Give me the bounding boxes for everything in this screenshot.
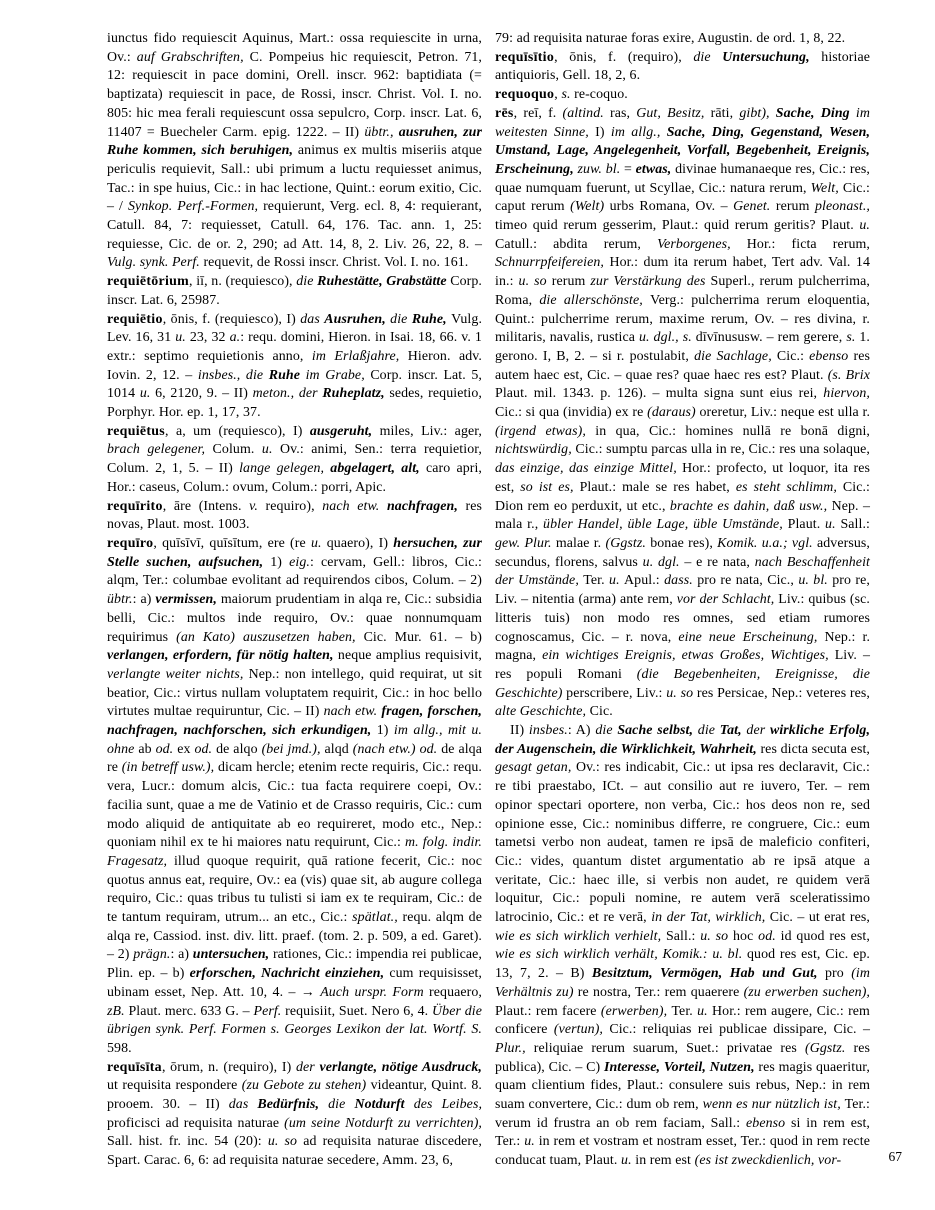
text-segment: alqd (324, 741, 353, 757)
text-segment: Plaut.: male se res habet, (579, 479, 736, 495)
text-segment: Ruhe, (411, 311, 452, 327)
text-segment: Ter.: verum id frustra an ob rem faciam, Sall.: (495, 1097, 871, 1131)
text-segment: spätlat., (352, 910, 403, 926)
text-segment: der (746, 723, 770, 739)
text-segment: (die Begebenheiten, Ereignisse, die Geschichte) (495, 666, 870, 701)
text-segment: Untersuchung, (722, 49, 822, 65)
text-segment: Genet. (733, 199, 776, 215)
text-segment: im allg., (610, 124, 667, 140)
text-segment: adversus, secundus, florens, salvus (495, 535, 870, 570)
text-segment: : requ. domini, Hieron. in Isai. 18, 66. v. 1 extr.: septimo requietionis anno, (107, 330, 482, 364)
text-segment: pro re nata, Cic., (697, 573, 799, 589)
text-segment: Verborgenes, (657, 236, 747, 252)
text-segment: Cic. Mur. 61. – b) (363, 629, 482, 645)
text-segment: das (228, 1097, 258, 1113)
text-segment: od. (758, 928, 781, 944)
text-segment: insbes. (528, 723, 568, 739)
text-segment: u. dgl., s. (638, 330, 696, 346)
text-segment: u. bl. (798, 573, 833, 589)
text-segment: Verg.: pulcherrima rerum eloquentia, Quint.: pulcherrime rerum, maxime rerum, Ov. – res divina, r. militaris, navalis, rustica (495, 292, 870, 346)
text-segment: (an Kato) auszusetzen haben, (176, 629, 364, 645)
text-segment: 79: ad requisita naturae foras exire, Augustin. de ord. 1, 8, 22. (495, 31, 846, 46)
text-segment: zur Verstärkung des (590, 274, 711, 290)
entry-requietio (107, 311, 482, 423)
text-segment: re-coquo. (574, 87, 628, 103)
text-segment: wie es sich wirklich verhielt, (495, 928, 666, 944)
text-segment: m. folg. indir. Fragesatz, (107, 835, 482, 869)
text-segment: requierunt, Verg. ecl. 8, 4: requierant, Catull. 84, 7: requiesset, Catull. 64, 176. Tac. ann. 1, 25: requiesse, Cic. de or. 2, 290; ad Att. 14, 8, 2. Liv. 26, 22, 8. – (107, 199, 482, 252)
text-segment: requisiit, Suet. Nero 6, 4. (285, 1003, 433, 1019)
text-segment: Vulg. Lev. 16, 31 (107, 311, 483, 346)
text-segment: lange gelegen, (239, 461, 331, 477)
text-segment: illud quoque requirit, quā ratione fecerit, Cic.: noc quotus annus eat, require, Ov.: ea (vis) quae sit, ab augure collega requiro, Cic.: quas tribus tu tulisti si iam ex te requiram, Cic.: de te tantum requiram, utrum... an etc., Cic.: (107, 853, 482, 926)
entry-res-part-one (495, 105, 870, 722)
text-segment: pleonast., (814, 199, 870, 215)
text-segment: des Leibes, (413, 1097, 483, 1113)
text-segment: (bei jmd.), (261, 741, 325, 757)
text-segment: verlangen, erfordern, für nötig halten, (107, 648, 338, 664)
text-segment: Notdurft (354, 1097, 414, 1113)
text-segment: Plaut. merc. 633 G. – (128, 1003, 254, 1019)
text-segment: u. (859, 218, 870, 234)
text-segment: nach etw. (322, 498, 387, 514)
text-segment: ebenso (746, 1115, 791, 1131)
right-column (495, 30, 870, 1171)
text-segment: (in betreff usw.), (121, 760, 218, 776)
text-segment: u. (621, 1153, 636, 1169)
text-segment: Komik. u.a.; vgl. (717, 535, 817, 551)
text-segment: divinae humanaeque res, Cic.: res, quae numquam fuerunt, ut Scyllae, Cic.: natura rerum, (495, 161, 871, 196)
text-segment: requīsītio (495, 49, 555, 65)
text-segment: Hor.: rem augere, Cic.: rem conficere (495, 1003, 870, 1038)
text-segment: Sache, Ding (775, 105, 856, 121)
text-segment: u. so (666, 685, 697, 701)
text-segment: eig. (289, 554, 310, 570)
text-segment: dīvīnususw. – rem gerere, (695, 330, 847, 346)
text-segment: od. (155, 741, 178, 757)
text-segment: es steht schlimm, (735, 479, 843, 495)
text-segment: maiorum prudentiam in alqa re, Cic.: subsidia belli, Cic.: multos inde requiro, Ov.: quae nonnumquam requirimus (107, 592, 482, 645)
text-segment: in rem est (635, 1153, 695, 1169)
text-segment: zB. (107, 1003, 129, 1019)
text-segment: si in rem est, Ter.: (495, 1115, 871, 1150)
text-segment: dicam hercle; etenim recte requiris, Cic.: requ. vera, Lucr.: domum alcis, Cic.: tua facta requirere coepi, Ov.: facilia sunt, quae a me de Vatinio et de Crasso requiris, Cic.: cum modo aliquid de antiquitate ab eo requireret, modo etc., Nep.: quoniam nihil ex te hi maiores natu requirunt, Cic.: (107, 760, 482, 851)
text-segment: od. (194, 741, 217, 757)
text-segment: zuw. bl. (577, 161, 624, 177)
text-segment: Cic. (589, 704, 613, 720)
text-segment: u. (697, 1003, 713, 1019)
text-segment: quaero), I) (326, 535, 394, 551)
text-segment: requoquo (495, 87, 555, 103)
text-segment: im weitesten Sinne, (495, 105, 870, 140)
text-segment: Plaut. mil. 1343. p. 126). – multa signa sunt eius rei, (495, 386, 824, 402)
text-segment: Über die übrigen synk. Perf. Formen s. Georges Lexikon der lat. Wortf. S. (107, 1003, 482, 1038)
text-segment: (Ggstz. (605, 535, 651, 551)
entry-requiesco-continuation (107, 30, 482, 273)
text-segment: Ruheplatz, (322, 386, 390, 402)
text-segment: in rem et vostram et nostram esset, Ter.: quod in rem recte conducat tuam, Plaut. (495, 1134, 870, 1169)
text-segment: I) (595, 124, 611, 140)
text-segment: nach etw. (323, 704, 382, 720)
left-column (107, 30, 482, 1171)
text-segment: Welt, (810, 180, 843, 196)
text-segment: rēs (495, 105, 514, 121)
text-segment: requiro), (265, 498, 323, 514)
text-segment: 1) (270, 554, 290, 570)
text-segment: Apul.: (624, 573, 665, 589)
text-segment: Bedürfnis, (257, 1097, 329, 1113)
text-segment: proficisci ad requisita naturae (107, 1115, 285, 1131)
text-segment: res novas, Plaut. most. 1003. (107, 498, 482, 533)
text-segment: res publica), Cic. – C) (495, 1040, 870, 1075)
text-segment: requīsīta (107, 1059, 162, 1075)
text-segment: ex (177, 741, 195, 757)
text-segment: 1. gerono. I, B, 2. – si r. postulabit, (495, 330, 871, 364)
text-segment: 598. (107, 1040, 132, 1056)
text-segment: , ōnis, f. (requiesco), I) (162, 311, 301, 327)
text-segment: s. (561, 87, 575, 103)
text-segment: u. so (267, 1134, 304, 1150)
text-segment: Superl., rerum pulcherrima, Roma, (495, 274, 870, 308)
text-segment: 1) (376, 723, 394, 739)
text-segment: alte Geschichte, (495, 704, 590, 720)
text-segment: (altind. (562, 105, 611, 121)
text-segment: hoc (733, 928, 759, 944)
text-segment: – e re nata, (684, 554, 755, 570)
text-segment: Sache, Ding, Gegenstand, Wesen, Umstand, Lage, Angelegenheit, Vorfall, Begebenheit, Ereignis, Erscheinung, (495, 124, 871, 177)
text-segment: (daraus) (647, 405, 700, 421)
text-segment: erforschen, Nachricht einziehen, (189, 966, 390, 982)
text-segment: eine neue Erscheinung, (678, 629, 825, 645)
text-segment: oreretur, Liv.: neque est ulla r. (699, 405, 871, 421)
text-segment: Ter. (583, 573, 610, 589)
text-segment: Liv. – res populi Romani (495, 648, 870, 682)
text-segment: ebenso (809, 348, 854, 364)
text-segment: cum requisisset, ubinam esset, Nep. Att. 10, 4. – → (107, 966, 483, 1000)
text-segment: die Sachlage, (694, 348, 777, 364)
text-segment: das einzige, das einzige Mittel, (495, 461, 683, 477)
text-segment: Nep.: r. magna, (495, 629, 871, 664)
text-segment: res dicta secuta est, (760, 741, 870, 757)
text-segment: die (296, 274, 318, 290)
text-segment: Ov.: res indicabit, Cic.: ut ipsa res declaravit, Cic.: re tibi praestabo, ICt. – aut consilio aut re iuvero, Ter. – rem opinor spectari oportere, non verba, Cic.: hos deos non re, sed opinione esse, Cic.: nominibus differre, re congruere, Cic.: eum tametsi verbo non audeat, tamen re ipsā de maleficio confiteri, Cic.: vides, quantum distet argumentatio ab re ipsā atque a veritate, Cic.: haec ille, si verbis non audet, re quidem verā loquitur, Cic.: populi nomine, re autem verā sceleratissimo latrocinio, Cic.: et re verā, (495, 760, 870, 926)
text-segment: u. (609, 573, 625, 589)
text-segment: timeo quid rerum gesserim, Plaut.: quid rerum geritis? Plaut. (495, 218, 860, 234)
text-segment: untersuchen, (192, 947, 273, 963)
text-segment: ras, (610, 105, 637, 121)
text-segment: Gut, Besitz, (636, 105, 711, 121)
text-segment: C. Pompeius hic requiescit, Petron. 71, 12: requiescit in pace domini, Orell. inscr. 962: baptidiata (= baptizata) requiescit in pace, de Rossi, inscr. Christ. Vol. I. no. 805: hic mea ferali requiescunt ossa sepulcro, Corp. inscr. Lat. 6, 11407 = Buecheler Carm. epig. 1222. – II) (107, 49, 482, 140)
entry-res-part-two (495, 722, 870, 1171)
text-segment: ein wichtiges Ereignis, etwas Großes, Wichtiges, (542, 648, 835, 664)
text-segment: 23, 32 (189, 330, 230, 346)
text-segment: v. (249, 498, 266, 514)
text-segment: pro re, Liv. – nitentia (arma) ante rem, (495, 573, 870, 608)
text-segment: verlangte, nötige Ausdruck, (319, 1059, 482, 1075)
text-segment: (zu erwerben suchen), (743, 984, 870, 1000)
entry-requisitio (495, 49, 870, 86)
text-segment: rationes, Cic.: impendia rei publicae, Plin. ep. – b) (107, 947, 482, 982)
text-segment: ausruhen, zur Ruhe kommen, sich beruhigen, (107, 124, 483, 159)
text-segment: requiētio (107, 311, 163, 327)
text-segment: u. dgl. (642, 554, 685, 570)
text-segment: u. (261, 442, 280, 458)
text-segment: Perf. (253, 1003, 286, 1019)
text-segment: II) (510, 723, 529, 739)
text-segment: Hor.: dum ita rerum habet, Tert adv. Val. 14 in.: (495, 255, 870, 290)
text-segment: gew. Plur. (495, 535, 556, 551)
text-segment: Sall.: (665, 928, 701, 944)
text-segment: im Grabe, (305, 367, 371, 383)
text-segment: Sache selbst, (617, 723, 698, 739)
text-segment: res magis quaeritur, quam clientium fides, Plaut.: consulere suis rebus, Nep.: in rem suam convertere, Cic.: dum ob rem, (495, 1059, 871, 1113)
text-segment: Cic.: (776, 348, 810, 364)
text-segment: Synkop. Perf.-Formen, (128, 199, 264, 215)
text-segment: die allerschönste, (539, 292, 651, 308)
text-segment: Hor.: ficta rerum, (746, 236, 870, 252)
text-segment: die (693, 49, 723, 65)
text-segment: historiae antiquioris, Gell. 18, 2, 6. (495, 49, 871, 84)
text-segment: (nach etw.) od. (352, 741, 442, 757)
text-segment: u. (139, 386, 156, 402)
text-segment: : a) (170, 947, 193, 963)
entry-requoquo (495, 86, 870, 105)
text-segment: caro apri, Hor.: caseus, Colum.: ovum, Colum.: porri, Apic. (107, 461, 483, 495)
text-segment: Hieron. adv. Iovin. 2, 12. – (107, 348, 482, 383)
text-segment: , ōrum, n. (requiro), I) (161, 1059, 296, 1075)
text-segment: auf Grabschriften, (136, 49, 250, 65)
text-segment: = (624, 161, 636, 177)
text-segment: Tat, (719, 723, 747, 739)
text-segment: Sall. hist. fr. inc. 54 (20): (107, 1134, 268, 1150)
text-segment: : cervam, Gell.: libros, Cic.: alqm, Ter.: columbae evolitant ad requirendos cibos, Colum. – 2) (107, 554, 483, 589)
text-segment: Plaut. (787, 517, 826, 533)
text-segment: die (328, 1097, 355, 1113)
text-segment: Ruhestätte, Grabstätte (317, 274, 451, 290)
text-segment: ab (138, 741, 156, 757)
text-segment: Nep. – mala r., (495, 498, 870, 533)
text-segment: wie es sich wirklich verhält, Komik.: u. bl. (495, 947, 748, 963)
text-segment: Cic.: Dion rem eo perduxit, ut etc., (495, 479, 870, 514)
text-segment: id quod res est, (780, 928, 870, 944)
text-segment: im allg., mit u. ohne (107, 723, 483, 757)
text-segment: , iī, n. (requiesco), (189, 274, 297, 290)
text-segment: hersuchen, zur Stelle suchen, aufsuchen, (107, 535, 483, 570)
text-segment: res Persicae, Nep.: veteres res, (696, 685, 870, 701)
text-segment: a. (229, 330, 241, 346)
text-segment: , (554, 87, 562, 103)
text-segment: bonae res), (650, 535, 718, 551)
text-segment: Auch urspr. Form (320, 984, 430, 1000)
text-segment: meton., der (252, 386, 323, 402)
text-segment: (s. Brix (827, 367, 870, 383)
text-segment: Ruhe (268, 367, 306, 383)
text-segment: ausgeruht, (309, 423, 380, 439)
text-segment: u. (310, 535, 327, 551)
text-segment: vor der Schlacht, (676, 592, 779, 608)
text-segment: rāti, (710, 105, 740, 121)
text-segment: (es ist zweckdienlich, vor- (694, 1153, 842, 1169)
text-segment: u. (524, 1134, 539, 1150)
text-segment: Vulg. synk. Perf. (107, 255, 204, 271)
text-segment: vermissen, (155, 592, 221, 608)
text-segment: Plaut.: rem facere (495, 1003, 601, 1019)
text-segment: abgelagert, alt, (330, 461, 426, 477)
entry-requietorium (107, 273, 482, 310)
text-segment: übtr. (107, 592, 133, 608)
text-segment: in der Tat, wirklich, (651, 910, 770, 926)
text-segment: dass. (664, 573, 698, 589)
text-segment: nichtswürdig, (495, 442, 576, 458)
text-segment: Nep.: non intellego, quid requirat, ut sit beatior, Cic.: virtus nullam voluptatem requirit, Cic.: in hoc bello virtutes multae requiruntur, Cic. – II) (107, 666, 482, 720)
text-segment: (irgend etwas), (495, 423, 596, 439)
text-segment: (Welt) (570, 199, 610, 215)
text-segment: , āre (Intens. (162, 498, 250, 514)
text-segment: Plur., (495, 1040, 534, 1056)
text-segment: rerum (551, 274, 591, 290)
text-segment: Ausruhen, (324, 311, 391, 327)
text-segment: rerum (775, 199, 815, 215)
text-segment: hiervon, (823, 386, 870, 402)
text-segment: , a, um (requiesco), I) (165, 423, 310, 439)
text-segment: ut requisita respondere (107, 1078, 242, 1094)
text-segment: Interesse, Vorteil, Nutzen, (603, 1059, 759, 1075)
text-segment: iunctus fido requiescit Aquinus, Mart.: ossa requiescite in urna, Ov.: (107, 31, 482, 65)
text-segment: pro (825, 966, 852, 982)
text-segment: requevit, de Rossi inscr. Christ. Vol. I. no. 161. (203, 255, 469, 271)
entry-requisita-continuation (495, 30, 870, 49)
text-segment: (um seine Notdurft zu verrichten), (284, 1115, 482, 1131)
text-segment: so ist es, (520, 479, 580, 495)
text-segment: urbs Romana, Ov. – (609, 199, 734, 215)
text-segment: Schnurrpfeifereien, (495, 255, 610, 271)
text-segment: im Erlaßjahre, (311, 348, 408, 364)
text-segment: insbes., die (197, 367, 269, 383)
text-segment: Colum. (212, 442, 262, 458)
text-segment: Cic.: reliquias rei publicae dissipare, Cic. – (609, 1022, 870, 1038)
text-segment: in qua, Cic.: homines nullā re bonā digni, (595, 423, 870, 439)
text-segment: brachte es dahin, daß usw., (669, 498, 832, 514)
text-segment: requiētōrium (107, 274, 190, 290)
text-segment: , quīsīvī, quīsītum, ere (re (153, 535, 311, 551)
text-segment: der (295, 1059, 320, 1075)
text-segment: nachfragen, (386, 498, 466, 514)
text-segment: fragen, forschen, nachfragen, nachforschen, sich erkundigen, (107, 704, 482, 739)
text-segment: die (697, 723, 720, 739)
text-segment: u. (825, 517, 841, 533)
text-segment: de alqa re (107, 741, 482, 776)
text-segment: neque amplius requisivit, (337, 648, 482, 664)
entry-requisita (107, 1059, 482, 1171)
text-segment: miles, Liv.: ager, (379, 423, 482, 439)
text-columns (107, 30, 871, 1171)
text-segment: die (390, 311, 412, 327)
text-segment: das (300, 311, 325, 327)
text-segment: Hor.: profecto, ut loquor, ita res est, (495, 461, 870, 495)
text-segment: gesagt getan, (495, 760, 576, 776)
text-segment: re nostra, Ter.: rem quaerere (577, 984, 744, 1000)
text-segment: Liv.: quibus (sc. litteris tuis) non modo res omnes, sed etiam rumores cognoscamus, Cic. – r. nova, (495, 592, 870, 645)
text-segment: requ. alqm de alqa re, Cassiod. inst. div. litt. praef. (tom. 2. p. 509, a ed. Garet). – 2) (107, 910, 482, 963)
text-segment: requīrito (107, 498, 163, 514)
entry-requirito (107, 498, 482, 535)
text-segment: Corp. inscr. Lat. 5, 1014 (107, 367, 483, 402)
text-segment: verlangte weiter nichts, (107, 666, 249, 682)
entry-requiro (107, 535, 482, 1059)
text-segment: gibt), (739, 105, 776, 121)
text-segment: animus ex multis miseriis atque periculis requievit, Sall.: ubi primum a luctu requiesset animus, Tac.: in spe huius, Cic.: in hac lectione, Quint.: eorum exitio, Cic. – / (107, 143, 483, 215)
text-segment: Ter. (671, 1003, 698, 1019)
text-segment: prägn. (133, 947, 171, 963)
text-segment: malae r. (555, 535, 606, 551)
text-segment: u. (175, 330, 190, 346)
text-segment: (zu Gebote zu stehen) (241, 1078, 371, 1094)
text-segment: Cic.: caput rerum (495, 180, 871, 215)
text-segment: brach gelegener, (107, 442, 213, 458)
text-segment: res autem haec est, Cic. – quae res? quae haec res est? Plaut. (495, 348, 870, 383)
text-segment: , reī, f. (513, 105, 563, 121)
text-segment: (im Verhältnis zu) (495, 966, 871, 1000)
text-segment: Corp. inscr. Lat. 6, 25987. (107, 274, 483, 308)
text-segment: Sall.: (840, 517, 870, 533)
text-segment: de alqo (216, 741, 262, 757)
text-segment: 6, 2120, 9. – II) (155, 386, 253, 402)
text-segment: ad requisita naturae discedere, Spart. Carac. 6, 6: ad requisita naturae secedere, Amm. 23, 6, (107, 1134, 482, 1169)
text-segment: reliquiae rerum suarum, Suet.: privatae res (533, 1040, 805, 1056)
text-segment: wirkliche Erfolg, der Augenschein, die Wirklichkeit, Wahrheit, (495, 723, 871, 757)
text-segment: nach Beschaffenheit der Umstände, (495, 554, 870, 589)
text-segment: s. (846, 330, 860, 346)
text-segment: (erwerben), (600, 1003, 672, 1019)
text-segment: Cic.: si qua (invidia) ex re (495, 405, 648, 421)
text-segment: u. so (518, 274, 552, 290)
text-segment: Cic.: sumptu parcas ulla in re, Cic.: res una solaque, (575, 442, 870, 458)
text-segment: requaero, (429, 984, 482, 1000)
text-segment: wenn es nur nützlich ist, (702, 1097, 845, 1113)
text-segment: übler Handel, üble Lage, üble Umstände, (543, 517, 788, 533)
text-segment: perscribere, Liv.: (566, 685, 667, 701)
text-segment: übtr., (364, 124, 399, 140)
text-segment: requīro (107, 535, 154, 551)
text-segment: quod res est, Cic. ep. 13, 7, 2. – B) (495, 947, 870, 982)
text-segment: Ov.: animi, Sen.: terra requietior, Colum. 2, 1, 5. – II) (107, 442, 482, 477)
text-segment: u. so (700, 928, 734, 944)
text-segment: requiētus (107, 423, 166, 439)
text-segment: Besitztum, Vermögen, Hab und Gut, (591, 966, 825, 982)
text-segment: , ōnis, f. (requiro), (554, 49, 694, 65)
text-segment: videantur, Quint. 8. prooem. 30. – II) (107, 1078, 482, 1113)
text-segment: (Ggstz. (804, 1040, 854, 1056)
text-segment: etwas, (635, 161, 676, 177)
page-number: 67 (888, 1149, 902, 1164)
text-segment: : A) (567, 723, 596, 739)
text-segment: Cic. – ut erat res, (769, 910, 870, 926)
text-segment: : a) (132, 592, 156, 608)
text-segment: sedes, requietio, Porphyr. Hor. ep. 1, 17, 37. (107, 386, 482, 421)
text-segment: Catull.: abdita rerum, (495, 236, 658, 252)
text-segment: die (595, 723, 618, 739)
entry-requietus (107, 423, 482, 498)
text-segment: (vertun), (553, 1022, 610, 1038)
